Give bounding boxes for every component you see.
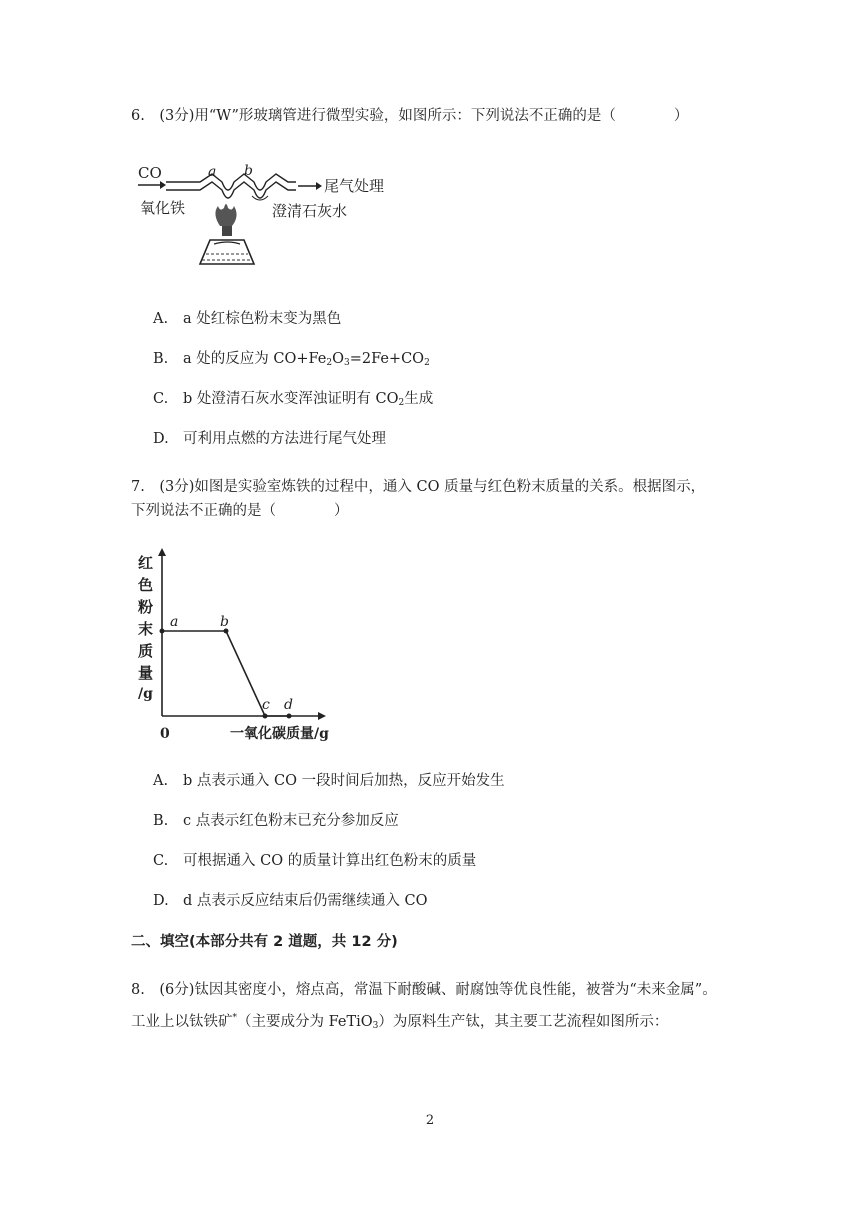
option-letter: D.	[153, 893, 169, 909]
q7-option-b	[153, 811, 399, 831]
origin-label: 0	[160, 726, 170, 742]
subscript: 2	[424, 358, 430, 368]
option-letter: B.	[153, 813, 169, 829]
option-text: b 点表示通入 CO 一段时间后加热，反应开始发生	[183, 773, 505, 789]
option-letter: D.	[153, 431, 169, 447]
option-text: a 处红棕色粉末变为黑色	[183, 311, 342, 327]
w-tube-apparatus-figure	[136, 160, 398, 272]
page-number: 2	[425, 1113, 435, 1128]
mass-relation-graph	[134, 548, 360, 744]
point-b-label: b	[244, 163, 253, 179]
iron-oxide-label: 氧化铁	[140, 199, 186, 217]
subscript: 3	[372, 1021, 379, 1031]
point-a-label: a	[170, 614, 179, 630]
y-axis-label-char: /g	[138, 686, 153, 702]
q6-option-a	[153, 309, 341, 329]
y-axis-label-char: 末	[138, 620, 154, 638]
option-letter: A.	[153, 773, 169, 789]
arrow-right-icon	[318, 712, 326, 720]
arrow-up-icon	[158, 548, 166, 556]
q7-stem-line1: 7. (3分)如图是实验室炼铁的过程中，通入 CO 质量与红色粉末质量的关系。根据图示，	[131, 479, 706, 495]
option-text: d 点表示反应结束后仍需继续通入 CO	[183, 893, 428, 909]
lamp-wick	[222, 226, 232, 236]
option-text: =2Fe+CO	[349, 351, 425, 367]
subscript: 2	[398, 398, 405, 408]
limewater-label: 澄清石灰水	[272, 202, 348, 220]
q8-text: （主要成分为 FeTiO	[237, 1014, 373, 1030]
mass-curve	[162, 631, 289, 716]
q6-option-c	[153, 389, 433, 413]
point-d	[287, 714, 292, 719]
flame-icon	[215, 204, 236, 226]
point-d-label: d	[284, 697, 293, 713]
point-b-label: b	[220, 614, 229, 630]
q8-text: 工业上以钛铁矿	[131, 1014, 233, 1030]
y-axis-label-char: 量	[138, 664, 154, 682]
subscript: 2	[326, 358, 333, 368]
y-axis-label-char: 粉	[138, 598, 154, 616]
option-letter: C.	[153, 391, 169, 407]
option-text: 生成	[404, 391, 434, 407]
option-text: 可根据通入 CO 的质量计算出红色粉末的质量	[183, 853, 477, 869]
co-label: CO	[138, 164, 162, 182]
option-text: a 处的反应为 CO+Fe	[183, 351, 327, 367]
x-axis-label: 一氧化碳质量/g	[230, 726, 329, 742]
point-a-label: a	[208, 164, 217, 180]
q7-option-d	[153, 891, 427, 911]
option-text: c 点表示红色粉末已充分参加反应	[183, 813, 399, 829]
option-letter: B.	[153, 351, 169, 367]
w-tube-inner	[166, 182, 296, 198]
q8-line1: 8. (6分)钛因其密度小，熔点高，常温下耐酸碱、耐腐蚀等优良性能，被誉为“未来金属”。	[131, 982, 717, 998]
point-a	[160, 629, 165, 634]
arrow-right-icon	[316, 182, 322, 190]
q8-text: ）为原料生产钛，其主要工艺流程如图所示：	[378, 1014, 669, 1030]
y-axis-label-char: 质	[138, 642, 154, 660]
q6-option-d	[153, 429, 386, 449]
q6-stem: 6. (3分)用“W”形玻璃管进行微型实验，如图所示：下列说法不正确的是（ ）	[131, 108, 689, 124]
subscript: 3	[343, 358, 350, 368]
q7-option-a	[153, 771, 505, 791]
y-axis-label-char: 红	[138, 554, 154, 572]
superscript: *	[232, 1013, 237, 1023]
point-c-label: c	[262, 697, 270, 713]
option-letter: C.	[153, 853, 169, 869]
tail-gas-label: 尾气处理	[324, 177, 385, 195]
y-axis-label-char: 色	[138, 576, 154, 594]
q7-stem-line2: 下列说法不正确的是（ ）	[131, 503, 349, 519]
q6-option-b	[153, 349, 430, 373]
option-letter: A.	[153, 311, 169, 327]
option-text: b 处澄清石灰水变浑浊证明有 CO	[183, 391, 399, 407]
section-title: 二、填空(本部分共有 2 道题，共 12 分)	[131, 934, 398, 950]
q7-option-c	[153, 851, 476, 871]
option-text: O	[332, 351, 344, 367]
arrow-right-icon	[160, 181, 166, 189]
option-text: 可利用点燃的方法进行尾气处理	[183, 431, 386, 447]
point-c	[263, 714, 268, 719]
q8-line2	[131, 1008, 668, 1036]
